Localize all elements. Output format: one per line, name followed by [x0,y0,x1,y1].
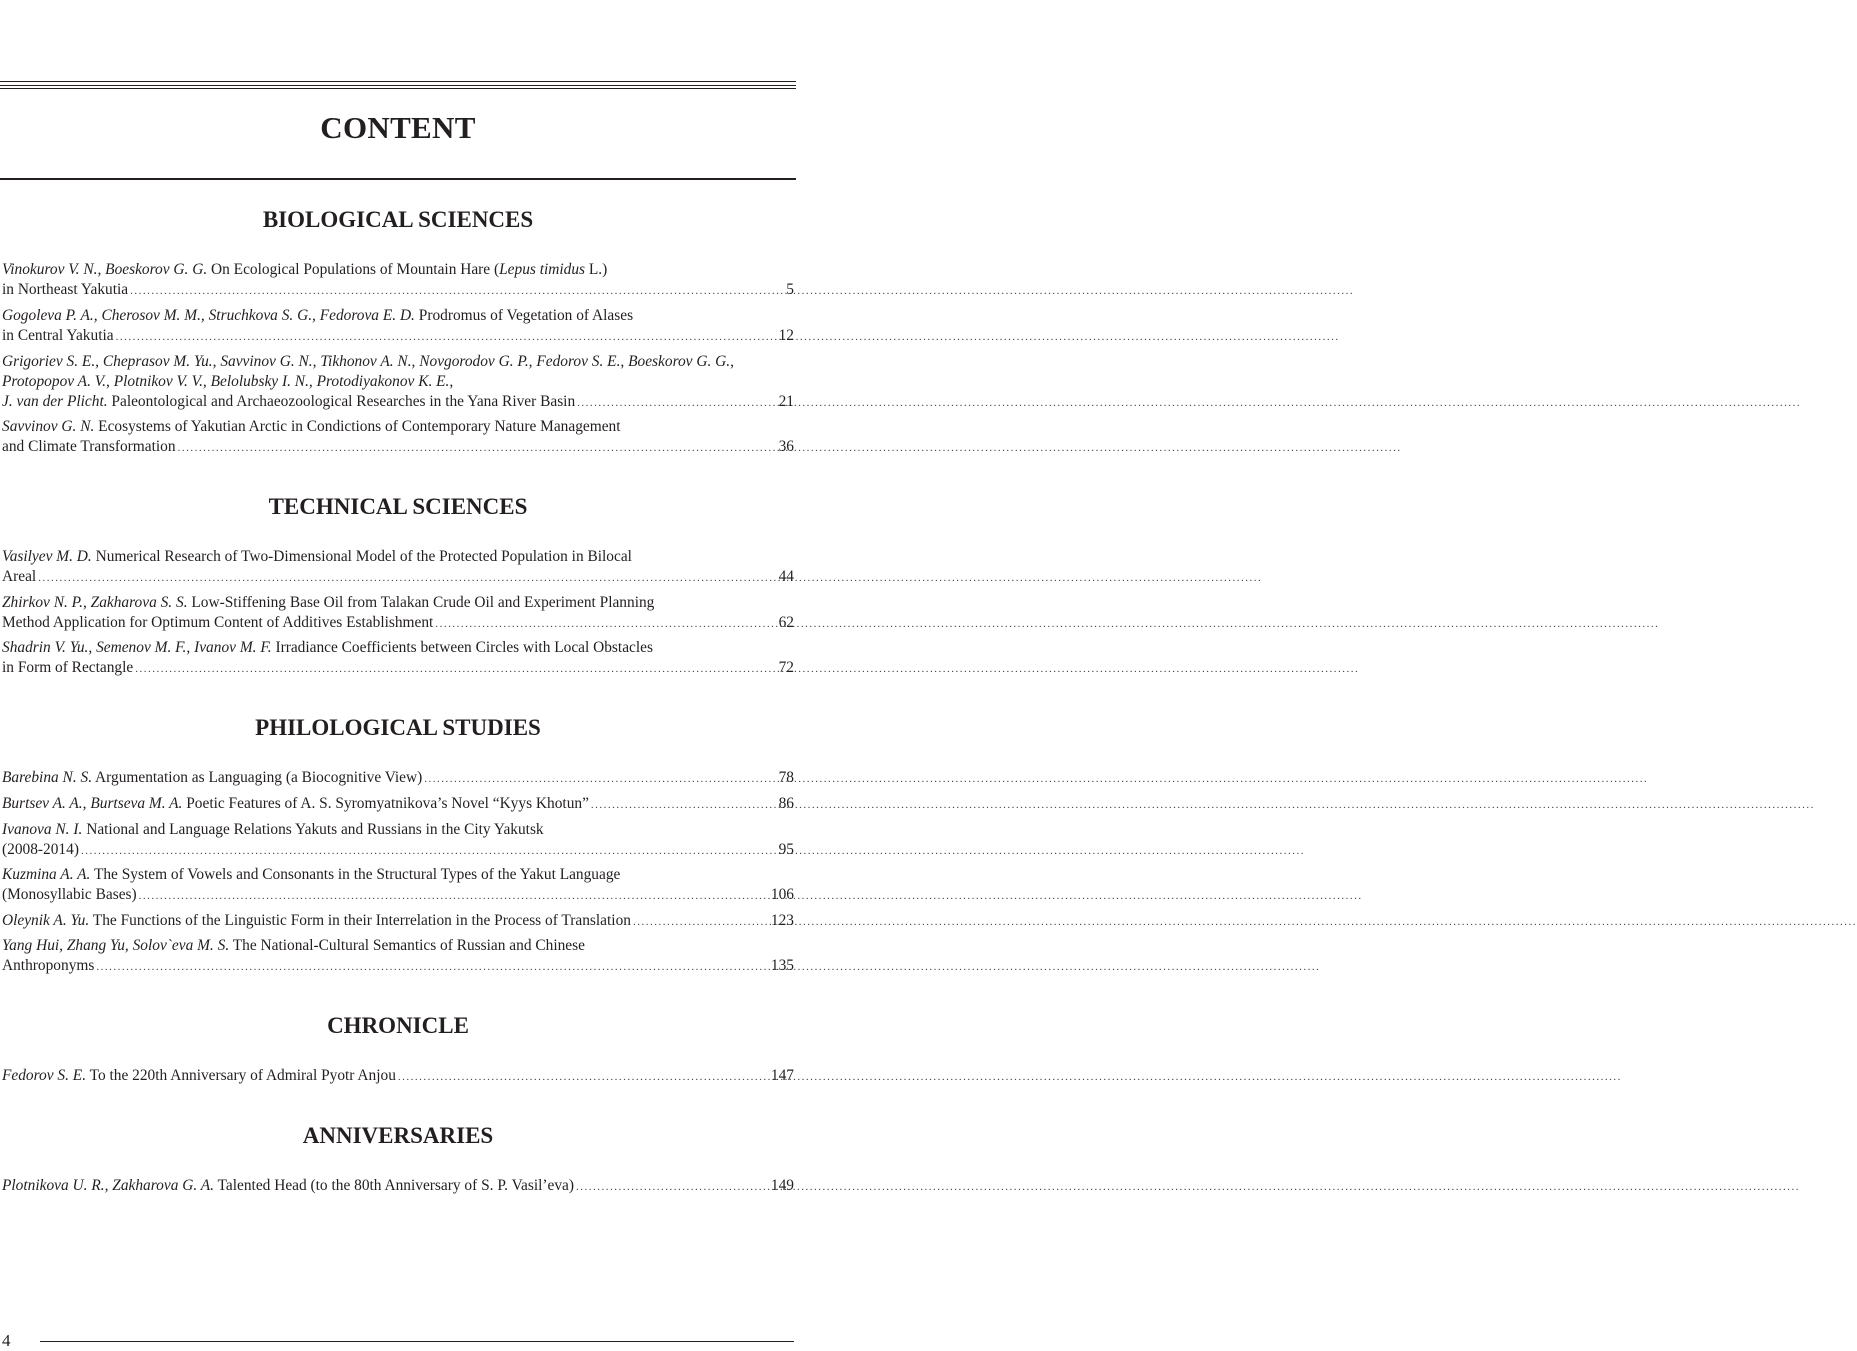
entry-title-last-line: (Monosyllabic Bases) [2,886,137,903]
top-double-rule-third [0,88,796,89]
entry-title: Irradiance Coefficients between Circles with Local Obstacles [271,639,653,656]
toc-entry[interactable] [2,547,794,588]
entry-title: The System of Vowels and Consonants in the Structural Types of the Yakut Language [90,866,621,883]
entry-authors-last: J. van der Plicht. [2,393,108,410]
toc-entry[interactable] [2,936,794,977]
entry-authors: Yang Hui, Zhang Yu, Solov`eva M. S. [2,937,230,954]
entry-title: Prodromus of Vegetation of Alases [414,307,634,324]
top-double-rule-lower [0,85,796,86]
entry-authors: Kuzmina A. A. [2,866,91,883]
title-rule [0,178,796,180]
footer-rule [40,1341,794,1342]
entry-authors: Vinokurov V. N., Boeskorov G. G. [2,261,208,278]
dot-leader [435,614,776,634]
entry-authors: Grigoriev S. E., Cheprasov M. Yu., Savvinov G. N., Tikhonov A. N., Novgorodov G. P., Fedorov S. E., Boeskorov G. G., Protopopov A. V., Plotnikov V. V., Belolubsky I. N., Protodiyakonov K. E., [2,353,734,390]
entry-page-number: 21 [778,393,794,410]
entry-page-number: 135 [770,957,794,974]
entry-authors: Fedorov S. E. [2,1067,87,1084]
entry-title: The Functions of the Linguistic Form in their Interrelation in the Process of Translation [89,912,631,929]
dot-leader [576,1177,769,1197]
entry-page-number: 106 [770,886,794,903]
entry-authors: Burtsev A. A., Burtseva M. A. [2,795,183,812]
entry-title: Poetic Features of A. S. Syromyatnikova’s Novel “Kyys Khotun” [182,795,589,812]
entry-page-number: 5 [786,281,794,298]
entry-page-number: 95 [778,841,794,858]
toc-entry[interactable] [2,1176,794,1197]
dot-leader [591,795,777,815]
entry-authors: Shadrin V. Yu., Semenov M. F., Ivanov M. F. [2,639,272,656]
toc-entry[interactable] [2,911,794,932]
top-double-rule-upper [0,81,796,82]
entry-page-number: 62 [778,614,794,631]
entry-title: To the 220th Anniversary of Admiral Pyotr Anjou [86,1067,396,1084]
toc-entry[interactable] [2,794,794,815]
toc-entry[interactable] [2,865,794,906]
section-heading-philological: PHILOLOGICAL STUDIES [255,715,541,740]
entry-authors: Plotnikova U. R., Zakharova G. A. [2,1177,215,1194]
dot-leader [577,393,776,413]
entry-title: Numerical Research of Two-Dimensional Model of the Protected Population in Bilocal [91,548,632,565]
entry-title-last-line: Paleontological and Archaeozoological Researches in the Yana River Basin [107,393,576,410]
dot-leader [130,281,784,301]
footer-page-number: 4 [2,1331,11,1350]
entry-title-last-line: in Central Yakutia [2,327,114,344]
toc-entry[interactable] [2,820,794,861]
entry-page-number: 86 [778,795,794,812]
toc-entry[interactable] [2,1066,794,1087]
toc-entry[interactable] [2,768,794,789]
dot-leader [178,438,777,458]
entry-page-number: 78 [778,769,794,786]
entry-title: The National-Cultural Semantics of Russian and Chinese [229,937,585,954]
section-heading-anniversaries: ANNIVERSARIES [302,1123,494,1148]
dot-leader [633,912,769,932]
entry-title: On Ecological Populations of Mountain Hare ( [207,261,500,278]
entry-title-end: L.) [585,261,608,278]
entry-title: Talented Head (to the 80th Anniversary of S. P. Vasil’eva) [214,1177,574,1194]
entry-page-number: 147 [770,1067,794,1084]
toc-entry[interactable] [2,417,794,458]
entry-title-last-line: and Climate Transformation [2,438,176,455]
entry-title-last-line: in Form of Rectangle [2,659,134,676]
toc-entry[interactable] [2,352,794,413]
entry-title-last-line: Anthroponyms [2,957,95,974]
section-heading-technical: TECHNICAL SCIENCES [268,494,528,519]
entry-title-last-line: Areal [2,568,37,585]
entry-page-number: 72 [778,659,794,676]
entry-title-species: Lepus timidus [499,261,586,278]
dot-leader [38,568,776,588]
toc-entry[interactable] [2,593,794,634]
entry-title: Ecosystems of Yakutian Arctic in Condictions of Contemporary Nature Management [94,418,621,435]
dot-leader [135,659,776,679]
entry-title: Argumentation as Languaging (a Biocognitive View) [92,769,423,786]
entry-page-number: 12 [778,327,794,344]
entry-authors: Zhirkov N. P., Zakharova S. S. [2,594,188,611]
entry-authors: Savvinov G. N. [2,418,95,435]
dot-leader [424,769,776,789]
toc-entry[interactable] [2,260,794,301]
entry-title-last-line: in Northeast Yakutia [2,281,129,298]
toc-entry[interactable] [2,306,794,347]
entry-title: Low-Stiffening Base Oil from Talakan Crude Oil and Experiment Planning [187,594,655,611]
entry-title: National and Language Relations Yakuts and Russians in the City Yakutsk [82,821,544,838]
section-heading-chronicle: CHRONICLE [327,1013,469,1038]
section-heading-biological: BIOLOGICAL SCIENCES [262,207,534,232]
dot-leader [81,841,777,861]
entry-authors: Ivanova N. I. [2,821,83,838]
dot-leader [116,327,777,347]
entry-page-number: 123 [770,912,794,929]
entry-authors: Barebina N. S. [2,769,93,786]
page-title: CONTENT [320,110,476,145]
dot-leader [139,886,769,906]
entry-page-number: 149 [770,1177,794,1194]
entry-page-number: 44 [778,568,794,585]
dot-leader [398,1067,769,1087]
toc-entry[interactable] [2,638,794,679]
dot-leader [96,957,769,977]
entry-title-last-line: Method Application for Optimum Content of Additives Establishment [2,614,434,631]
entry-page-number: 36 [778,438,794,455]
entry-authors: Gogoleva P. A., Cherosov M. M., Struchkova S. G., Fedorova E. D. [2,307,415,324]
entry-authors: Oleynik A. Yu. [2,912,90,929]
entry-title-last-line: (2008-2014) [2,841,79,858]
entry-authors: Vasilyev M. D. [2,548,92,565]
